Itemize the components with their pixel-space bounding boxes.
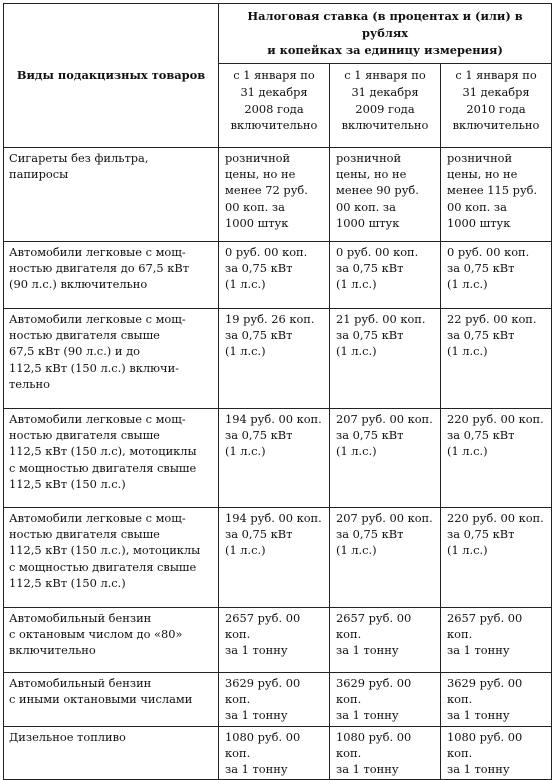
table-row (4, 148, 552, 242)
rate-2009: розничной цены, но не менее 90 руб. 00 коп. за 1000 штук (330, 148, 441, 242)
rate-2008: 194 руб. 00 коп. за 0,75 кВт (1 л.с.) (219, 508, 330, 608)
rate-2008: 1080 руб. 00 коп. за 1 тонну (219, 726, 330, 780)
period-header-2008: с 1 января по 31 декабря 2008 года включительно (219, 64, 330, 148)
table-row (4, 309, 552, 409)
rate-2009: 207 руб. 00 коп. за 0,75 кВт (1 л.с.) (330, 409, 441, 508)
table-row (4, 608, 552, 673)
goods-name: Автомобильный бензин с октановым числом до «80» включительно (4, 608, 219, 673)
rate-2010: 3629 руб. 00 коп. за 1 тонну (441, 673, 552, 727)
rate-2008: 19 руб. 26 коп. за 0,75 кВт (1 л.с.) (219, 309, 330, 409)
rate-2008: 194 руб. 00 коп. за 0,75 кВт (1 л.с.) (219, 409, 330, 508)
goods-name: Автомобили легковые с мощ- ностью двигателя свыше 67,5 кВт (90 л.с.) и до 112,5 кВт (150 л.с.) включи- тельно (4, 309, 219, 409)
rate-2010: 1080 руб. 00 коп. за 1 тонну (441, 726, 552, 780)
table-row (4, 242, 552, 309)
goods-name: Автомобильный бензин с иными октановыми числами (4, 673, 219, 727)
excise-rate-table (3, 3, 552, 780)
rate-2010: 0 руб. 00 коп. за 0,75 кВт (1 л.с.) (441, 242, 552, 309)
tax-rate-column-header: Налоговая ставка (в процентах и (или) в рублях и копейках за единицу измерения) (219, 4, 552, 64)
rate-2009: 0 руб. 00 коп. за 0,75 кВт (1 л.с.) (330, 242, 441, 309)
period-header-2010: с 1 января по 31 декабря 2010 года включительно (441, 64, 552, 148)
rate-2009: 3629 руб. 00 коп. за 1 тонну (330, 673, 441, 727)
rate-2008: 3629 руб. 00 коп. за 1 тонну (219, 673, 330, 727)
rate-2009: 207 руб. 00 коп. за 0,75 кВт (1 л.с.) (330, 508, 441, 608)
goods-name: Сигареты без фильтра, папиросы (4, 148, 219, 242)
rate-2008: 2657 руб. 00 коп. за 1 тонну (219, 608, 330, 673)
goods-name: Автомобили легковые с мощ- ностью двигателя свыше 112,5 кВт (150 л.с), мотоциклы с мощностью двигателя свыше 112,5 кВт (150 л.с.) (4, 409, 219, 508)
table-header (4, 4, 552, 148)
goods-name: Дизельное топливо (4, 726, 219, 780)
rate-2008: розничной цены, но не менее 72 руб. 00 коп. за 1000 штук (219, 148, 330, 242)
rate-2009: 21 руб. 00 коп. за 0,75 кВт (1 л.с.) (330, 309, 441, 409)
table-row (4, 673, 552, 727)
goods-name: Автомобили легковые с мощ- ностью двигателя до 67,5 кВт (90 л.с.) включительно (4, 242, 219, 309)
goods-name: Автомобили легковые с мощ- ностью двигателя свыше 112,5 кВт (150 л.с.), мотоциклы с мощностью двигателя свыше 112,5 кВт (150 л.с.) (4, 508, 219, 608)
period-header-2009: с 1 января по 31 декабря 2009 года включительно (330, 64, 441, 148)
goods-column-header: Виды подакцизных товаров (4, 4, 219, 148)
rate-2010: 22 руб. 00 коп. за 0,75 кВт (1 л.с.) (441, 309, 552, 409)
table-row (4, 726, 552, 780)
rate-2010: розничной цены, но не менее 115 руб. 00 коп. за 1000 штук (441, 148, 552, 242)
rate-2009: 2657 руб. 00 коп. за 1 тонну (330, 608, 441, 673)
rate-2008: 0 руб. 00 коп. за 0,75 кВт (1 л.с.) (219, 242, 330, 309)
rate-2009: 1080 руб. 00 коп. за 1 тонну (330, 726, 441, 780)
rate-2010: 2657 руб. 00 коп. за 1 тонну (441, 608, 552, 673)
table-row (4, 409, 552, 508)
table-row (4, 508, 552, 608)
rate-2010: 220 руб. 00 коп. за 0,75 кВт (1 л.с.) (441, 409, 552, 508)
rate-2010: 220 руб. 00 коп. за 0,75 кВт (1 л.с.) (441, 508, 552, 608)
